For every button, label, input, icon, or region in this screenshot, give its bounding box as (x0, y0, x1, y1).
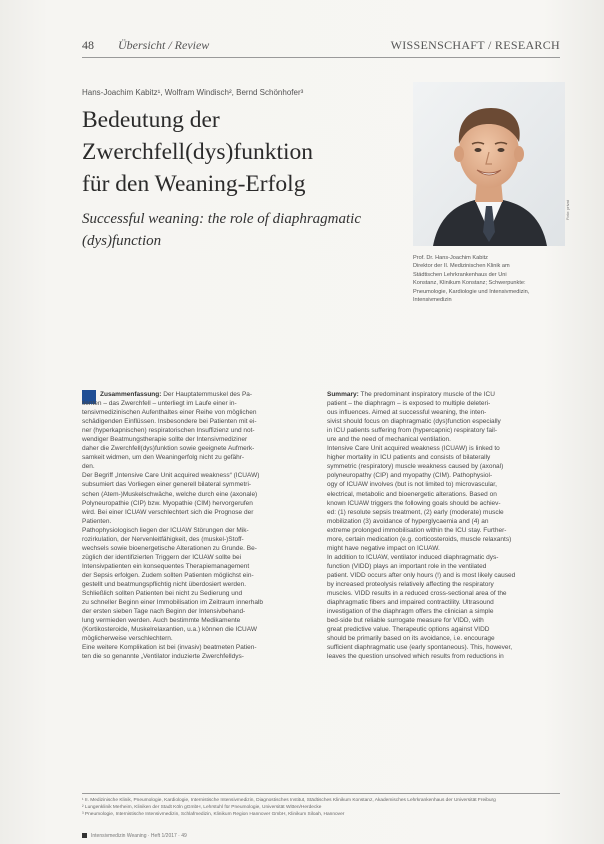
page-footer (82, 833, 187, 839)
abstract-line: (Kortikosteroide, Muskelrelaxantien, u.a.) können die ICUAW (82, 626, 257, 634)
abstract-line: leaves the question unsolved which results from reductions in (327, 653, 504, 661)
abstract-line: Intensive Care Unit acquired weakness (ICUAW) is linked to (327, 445, 500, 453)
footnote: ¹ II. Medizinische Klinik, Pneumologie, Kardiologie, Internistische Intensivmedizin, Diagnostisches Institut, Städtisches Klinikum Konstanz, Akademisches Lehrkrankenhaus der Universität Freiburg (82, 798, 496, 803)
abstract-line: züglich der identifizierten Triggern der ICUAW sollte bei (82, 553, 242, 561)
abstract-lead-label: Summary: (327, 391, 359, 398)
abstract-line: might have negative impact on ICUAW. (327, 544, 440, 552)
abstract-line: Polyneuropathie (CIP) bzw. Myopathie (CIM) hervorgerufen (82, 499, 253, 507)
footnote-rule (82, 793, 560, 794)
footer-square-icon (82, 833, 87, 838)
abstract-line: higher mortality in ICU patients and consists of bilaterally (327, 454, 491, 462)
abstract-line: symmetric (respiratory) muscle weakness caused by (axonal) (327, 463, 504, 471)
abstract-line: investigation of the diaphragm offers the clinician a simple (327, 608, 494, 616)
abstract-line: ure and the need of mechanical ventilation. (327, 436, 451, 444)
abstract-line: in ICU patients suffering from (hypercapnic) respiratory fail- (327, 427, 498, 435)
abstract-line: ous influences. Aimed at successful weaning, the inten- (327, 409, 487, 417)
section-label-right: WISSENSCHAFT / RESEARCH (390, 38, 560, 52)
abstract-line: der Sepsis erfolgen. Zudem sollten Patienten möglichst ein- (82, 571, 254, 579)
abstract-line: Patienten. (82, 517, 112, 525)
article-title (82, 104, 402, 200)
caption-line: Pneumologie, Kardiologie und Intensivmedizin, (413, 288, 530, 295)
title-line: für den Weaning-Erfolg (82, 171, 306, 197)
footnote: ² Lungenklinik Merheim, Kliniken der Stadt Köln gGmbH, Lehrstuhl für Pneumologie, Universität Witten/Herdecke (82, 805, 322, 810)
caption-line: Direktor der II. Medizinischen Klinik am (413, 263, 510, 270)
abstract-line: In addition to ICUAW, ventilator induced diaphragmatic dys- (327, 553, 499, 561)
abstract-line: ogy of ICUAW involves (but is not limited to) microvascular, (327, 481, 497, 489)
abstract-line: should be primarily based on its avoidance, i.e. encourage (327, 635, 495, 643)
subtitle-line: (dys)function (82, 233, 162, 249)
abstract-line: bed-side but reliable surrogate measure for VIDD, with (327, 617, 484, 625)
abstract-line: wechsels sowie bioenergetische Alterationen zu Grunde. Be- (82, 544, 257, 552)
photo-credit: Foto: privat (565, 200, 570, 221)
abstract-line: sivist should focus on diaphragmatic (dys)function especially (327, 418, 501, 426)
abstract-line: Der Begriff „Intensive Care Unit acquired weakness“ (ICUAW) (82, 472, 260, 480)
abstract-line: tienten – das Zwerchfell – unterliegt im Laufe einer in- (82, 400, 237, 408)
abstract-line: lung vermieden werden. Auch bestimmte Medikamente (82, 617, 241, 625)
abstract-line (82, 390, 310, 399)
authors: Hans-Joachim Kabitz¹, Wolfram Windisch², Bernd Schönhofer³ (82, 88, 304, 97)
abstract-line-text: Der Hauptatemmuskel des Pa- (163, 391, 253, 398)
abstract-line: known ICUAW triggers the following goals should be achiev- (327, 499, 501, 507)
abstract-line: muscles. VIDD results in a reduced cross-sectional area of the (327, 590, 507, 598)
caption-line: Intensivmedizin (413, 297, 452, 304)
abstract-line: wendiger Beatmungstherapie sollte der Intensivmediziner (82, 436, 248, 444)
article-subtitle (82, 208, 402, 252)
abstract-line: den. (82, 463, 95, 471)
abstract-line: subsumiert das Vorliegen einer generell bilateral symmetri- (82, 481, 252, 489)
abstract-line: schen (Atem-)Muskelschwäche, welche durch eine (axonale) (82, 490, 258, 498)
abstract-line: patient – the diaphragm – is exposed to multiple deleteri- (327, 400, 491, 408)
abstract-lead-label: Zusammenfassung: (100, 391, 162, 398)
abstract-line-text: The predominant inspiratory muscle of the ICU (360, 391, 495, 398)
abstract-line: sufficient diaphragmatic use (early spontaneous). This, however, (327, 644, 513, 652)
abstract-line: Intensivpatienten ein konsequentes Therapiemanagement (82, 562, 250, 570)
abstract-line: ten die so genannte „Ventilator induzierte Zwerchfelldys- (82, 653, 244, 661)
photo-caption (413, 254, 573, 304)
abstract-line: great predictive value. Therapeutic options against VIDD (327, 626, 490, 634)
abstract-line: more, certain medication (e.g. corticosteroids, muscle relaxants) (327, 535, 512, 543)
abstract-line: patient. VIDD occurs after only hours (!) and is most likely caused (327, 571, 516, 579)
author-photo (413, 82, 565, 246)
abstract-line: Pathophysiologisch liegen der ICUAW Störungen der Mik- (82, 526, 249, 534)
abstract-line: gestellt und beatmungspflichtig nicht überdosiert werden. (82, 580, 247, 588)
abstract-line (327, 390, 555, 399)
footnotes (82, 797, 562, 818)
title-line: Bedeutung der (82, 107, 220, 133)
abstract-line: extreme prolonged immobilisation within the ICU stay. Further- (327, 526, 507, 534)
footer-text: Intensivmedizin Weaning · Heft 1/2017 · 49 (91, 833, 187, 839)
caption-line: Konstanz, Klinikum Konstanz; Schwerpunkte: (413, 280, 526, 287)
section-label-left: Übersicht / Review (118, 38, 210, 52)
title-line: Zwerchfell(dys)funktion (82, 139, 314, 165)
abstract-line: ner (hyperkapnischen) respiratorischen Insuffizienz und not- (82, 427, 255, 435)
abstract-line: schädigenden Einflüssen. Insbesondere bei Patienten mit ei- (82, 418, 257, 426)
abstract-line: ed: (1) resolute sepsis treatment, (2) early (moderate) muscle (327, 508, 504, 516)
english-abstract (327, 390, 555, 661)
abstract-line: daher die Zwerchfell(dys)funktion sowie geeignete Aufmerk- (82, 445, 255, 453)
abstract-line: tensivmedizinischen Aufenthaltes einer Reihe von möglichen (82, 409, 257, 417)
page-number: 48 (82, 38, 94, 52)
author-portrait-drawing (413, 82, 565, 246)
abstract-line: möglicherweise verschlechtern. (82, 635, 173, 643)
abstract-line: polyneuropathy (CIP) and myopathy (CIM). Pathophysiol- (327, 472, 493, 480)
caption-line: Prof. Dr. Hans-Joachim Kabitz (413, 255, 488, 261)
abstract-line: rozirkulation, der Nervenleitfähigkeit, des (muskel-)Stoff- (82, 535, 244, 543)
header-rule (82, 57, 560, 58)
abstract-line: electrical, metabolic and bioenergetic alterations. Based on (327, 490, 497, 498)
footnote: ³ Pneumologie, Internistische Intensivmedizin, Schlafmedizin, Klinikum Region Hannover GmbH, Klinikum Siloah, Hannover (82, 812, 345, 817)
abstract-line: function (VIDD) plays an important role in the ventilated (327, 562, 487, 570)
abstract-line: der ersten sieben Tage nach Beginn der Intensivbehand- (82, 608, 246, 616)
abstract-line: samkeit widmen, um den Weaningerfolg nicht zu gefähr- (82, 454, 245, 462)
subtitle-line: Successful weaning: the role of diaphragmatic (82, 211, 361, 227)
abstract-line: mobilization (3) avoidance of hyperglycaemia and (4) an (327, 517, 489, 525)
abstract-line: diaphragmatic fibers and impaired contractility. Ultrasound (327, 599, 494, 607)
abstract-line: by increased proteolysis relatively affecting the respiratory (327, 580, 494, 588)
caption-line: Städtischen Lehrkrankenhaus der Uni (413, 271, 507, 278)
abstract-line: Eine weitere Komplikation ist bei (invasiv) beatmeten Patien- (82, 644, 257, 652)
abstract-line: wird. Bei einer ICUAW verschlechtert sich die Prognose der (82, 508, 254, 516)
abstract-line: Schließlich sollten Patienten bei nicht zu Sedierung und (82, 590, 243, 598)
german-abstract (82, 390, 310, 661)
abstract-line: zu schneller Beginn einer Immobilisation im Zeitraum innerhalb (82, 599, 264, 607)
